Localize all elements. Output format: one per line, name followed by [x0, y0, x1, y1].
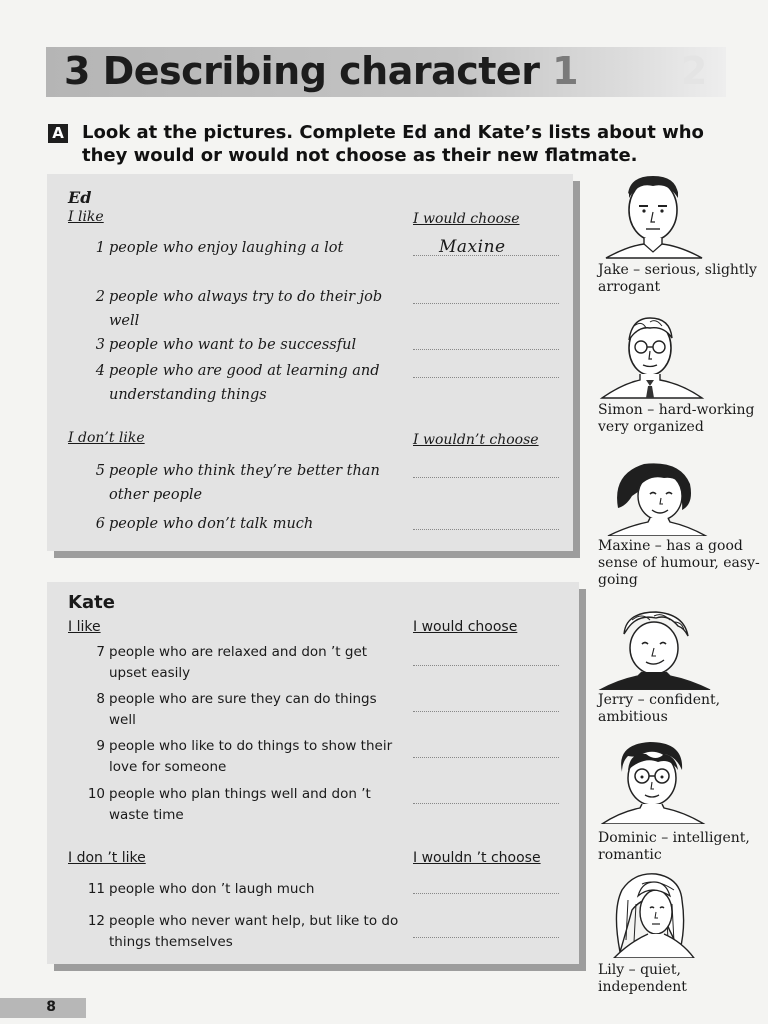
- character-name: Jake: [598, 262, 629, 278]
- ghost-number: 2: [680, 49, 707, 93]
- dominic-portrait-icon: [598, 740, 708, 824]
- answer-line[interactable]: [413, 460, 559, 478]
- item-number: 12: [87, 913, 105, 929]
- title-text: Describing character: [102, 49, 540, 93]
- character-name: Simon: [598, 402, 643, 418]
- page-title: [64, 49, 707, 93]
- kate-not-choose-heading: I wouldn ’t choose: [413, 850, 541, 866]
- character-name: Maxine: [598, 538, 651, 554]
- example-answer: Maxine: [439, 237, 506, 257]
- kate-choose-heading: I would choose: [413, 619, 518, 635]
- exercise-instruction: Look at the pictures. Complete Ed and Kate’s lists about who they would or would not choose as their new flatmate.: [82, 122, 704, 166]
- character-description: intelligent, romantic: [598, 830, 750, 863]
- item-number: 8: [96, 691, 105, 707]
- character-description: has a good sense of humour, easy-going: [598, 538, 760, 588]
- item-text: people who are relaxed and don ’t get upset easily: [109, 644, 368, 681]
- item-text: people who enjoy laughing a lot: [109, 240, 344, 256]
- item-number: 6: [95, 516, 105, 532]
- answer-line[interactable]: [413, 740, 559, 758]
- ed-list-box: [47, 174, 573, 551]
- page-number: 8: [46, 999, 56, 1015]
- character-description: hard-working very organized: [598, 402, 755, 435]
- character-caption: Simon – hard-working very organized: [598, 402, 755, 435]
- kate-list-box: [47, 582, 579, 964]
- list-item: [77, 911, 407, 953]
- item-text: people who don’t talk much: [109, 516, 314, 532]
- answer-line[interactable]: [413, 238, 559, 256]
- item-text: people who don ’t laugh much: [109, 881, 315, 897]
- unit-number: 3: [64, 49, 90, 93]
- character-description: quiet, independent: [598, 962, 687, 995]
- answer-line[interactable]: [413, 286, 559, 304]
- list-item: [77, 784, 407, 826]
- item-text: people who never want help, but like to do things themselves: [109, 913, 399, 950]
- character-name: Jerry: [598, 692, 634, 708]
- simon-portrait-icon: [598, 314, 708, 400]
- item-number: 11: [87, 881, 105, 897]
- list-item: [77, 285, 407, 333]
- character-caption: Jake – serious, slightly arrogant: [598, 262, 757, 295]
- answer-line[interactable]: [413, 920, 559, 938]
- item-text: people who plan things well and don ’t waste time: [109, 786, 371, 823]
- answer-line[interactable]: [413, 786, 559, 804]
- character-caption: Lily – quiet, independent: [598, 962, 687, 995]
- ed-dislike-heading: I don’t like: [68, 430, 145, 446]
- answer-line[interactable]: [413, 332, 559, 350]
- character-description: serious, slightly arrogant: [598, 262, 757, 295]
- list-item: [77, 459, 407, 507]
- kate-name: Kate: [68, 592, 115, 613]
- item-number: 1: [95, 240, 105, 256]
- answer-line[interactable]: [413, 360, 559, 378]
- ed-name: Ed: [68, 188, 92, 207]
- kate-dislike-heading: I don ’t like: [68, 850, 146, 866]
- item-text: people who are sure they can do things well: [109, 691, 377, 728]
- list-item: [77, 736, 407, 778]
- ed-not-choose-heading: I wouldn’t choose: [413, 432, 539, 448]
- exercise-label: A: [48, 124, 68, 143]
- item-text: people who want to be successful: [109, 337, 357, 353]
- list-item: [77, 879, 407, 900]
- item-number: 3: [95, 337, 105, 353]
- jerry-portrait-icon: [598, 610, 712, 690]
- list-item: [77, 333, 407, 357]
- item-text: people who are good at learning and understanding things: [109, 363, 380, 403]
- character-name: Lily: [598, 962, 625, 978]
- list-item: [77, 689, 407, 731]
- character-name: Dominic: [598, 830, 657, 846]
- ed-like-heading: I like: [68, 209, 104, 225]
- page-number-bar: [0, 998, 86, 1018]
- character-caption: Maxine – has a good sense of humour, easy-going: [598, 538, 760, 588]
- item-text: people who like to do things to show their love for someone: [109, 738, 393, 775]
- item-number: 7: [96, 644, 105, 660]
- part-number: 1: [552, 49, 579, 93]
- list-item: [77, 642, 407, 684]
- item-number: 5: [95, 463, 105, 479]
- list-item: [77, 236, 407, 260]
- title-bar: [46, 47, 726, 97]
- list-item: [77, 512, 407, 536]
- list-item: [77, 359, 407, 407]
- lily-portrait-icon: [598, 870, 698, 958]
- character-description: confident, ambitious: [598, 692, 721, 725]
- kate-like-heading: I like: [68, 619, 101, 635]
- ed-choose-heading: I would choose: [413, 211, 520, 227]
- answer-line[interactable]: [413, 694, 559, 712]
- item-number: 10: [87, 786, 105, 802]
- answer-line[interactable]: [413, 512, 559, 530]
- character-caption: Jerry – confident, ambitious: [598, 692, 721, 725]
- item-text: people who think they’re better than other people: [109, 463, 380, 503]
- character-caption: Dominic – intelligent, romantic: [598, 830, 750, 863]
- answer-line[interactable]: [413, 648, 559, 666]
- item-text: people who always try to do their job well: [109, 289, 383, 329]
- item-number: 9: [96, 738, 105, 754]
- jake-portrait-icon: [598, 172, 710, 260]
- item-number: 2: [95, 289, 105, 305]
- item-number: 4: [95, 363, 105, 379]
- answer-line[interactable]: [413, 876, 559, 894]
- maxine-portrait-icon: [598, 460, 710, 536]
